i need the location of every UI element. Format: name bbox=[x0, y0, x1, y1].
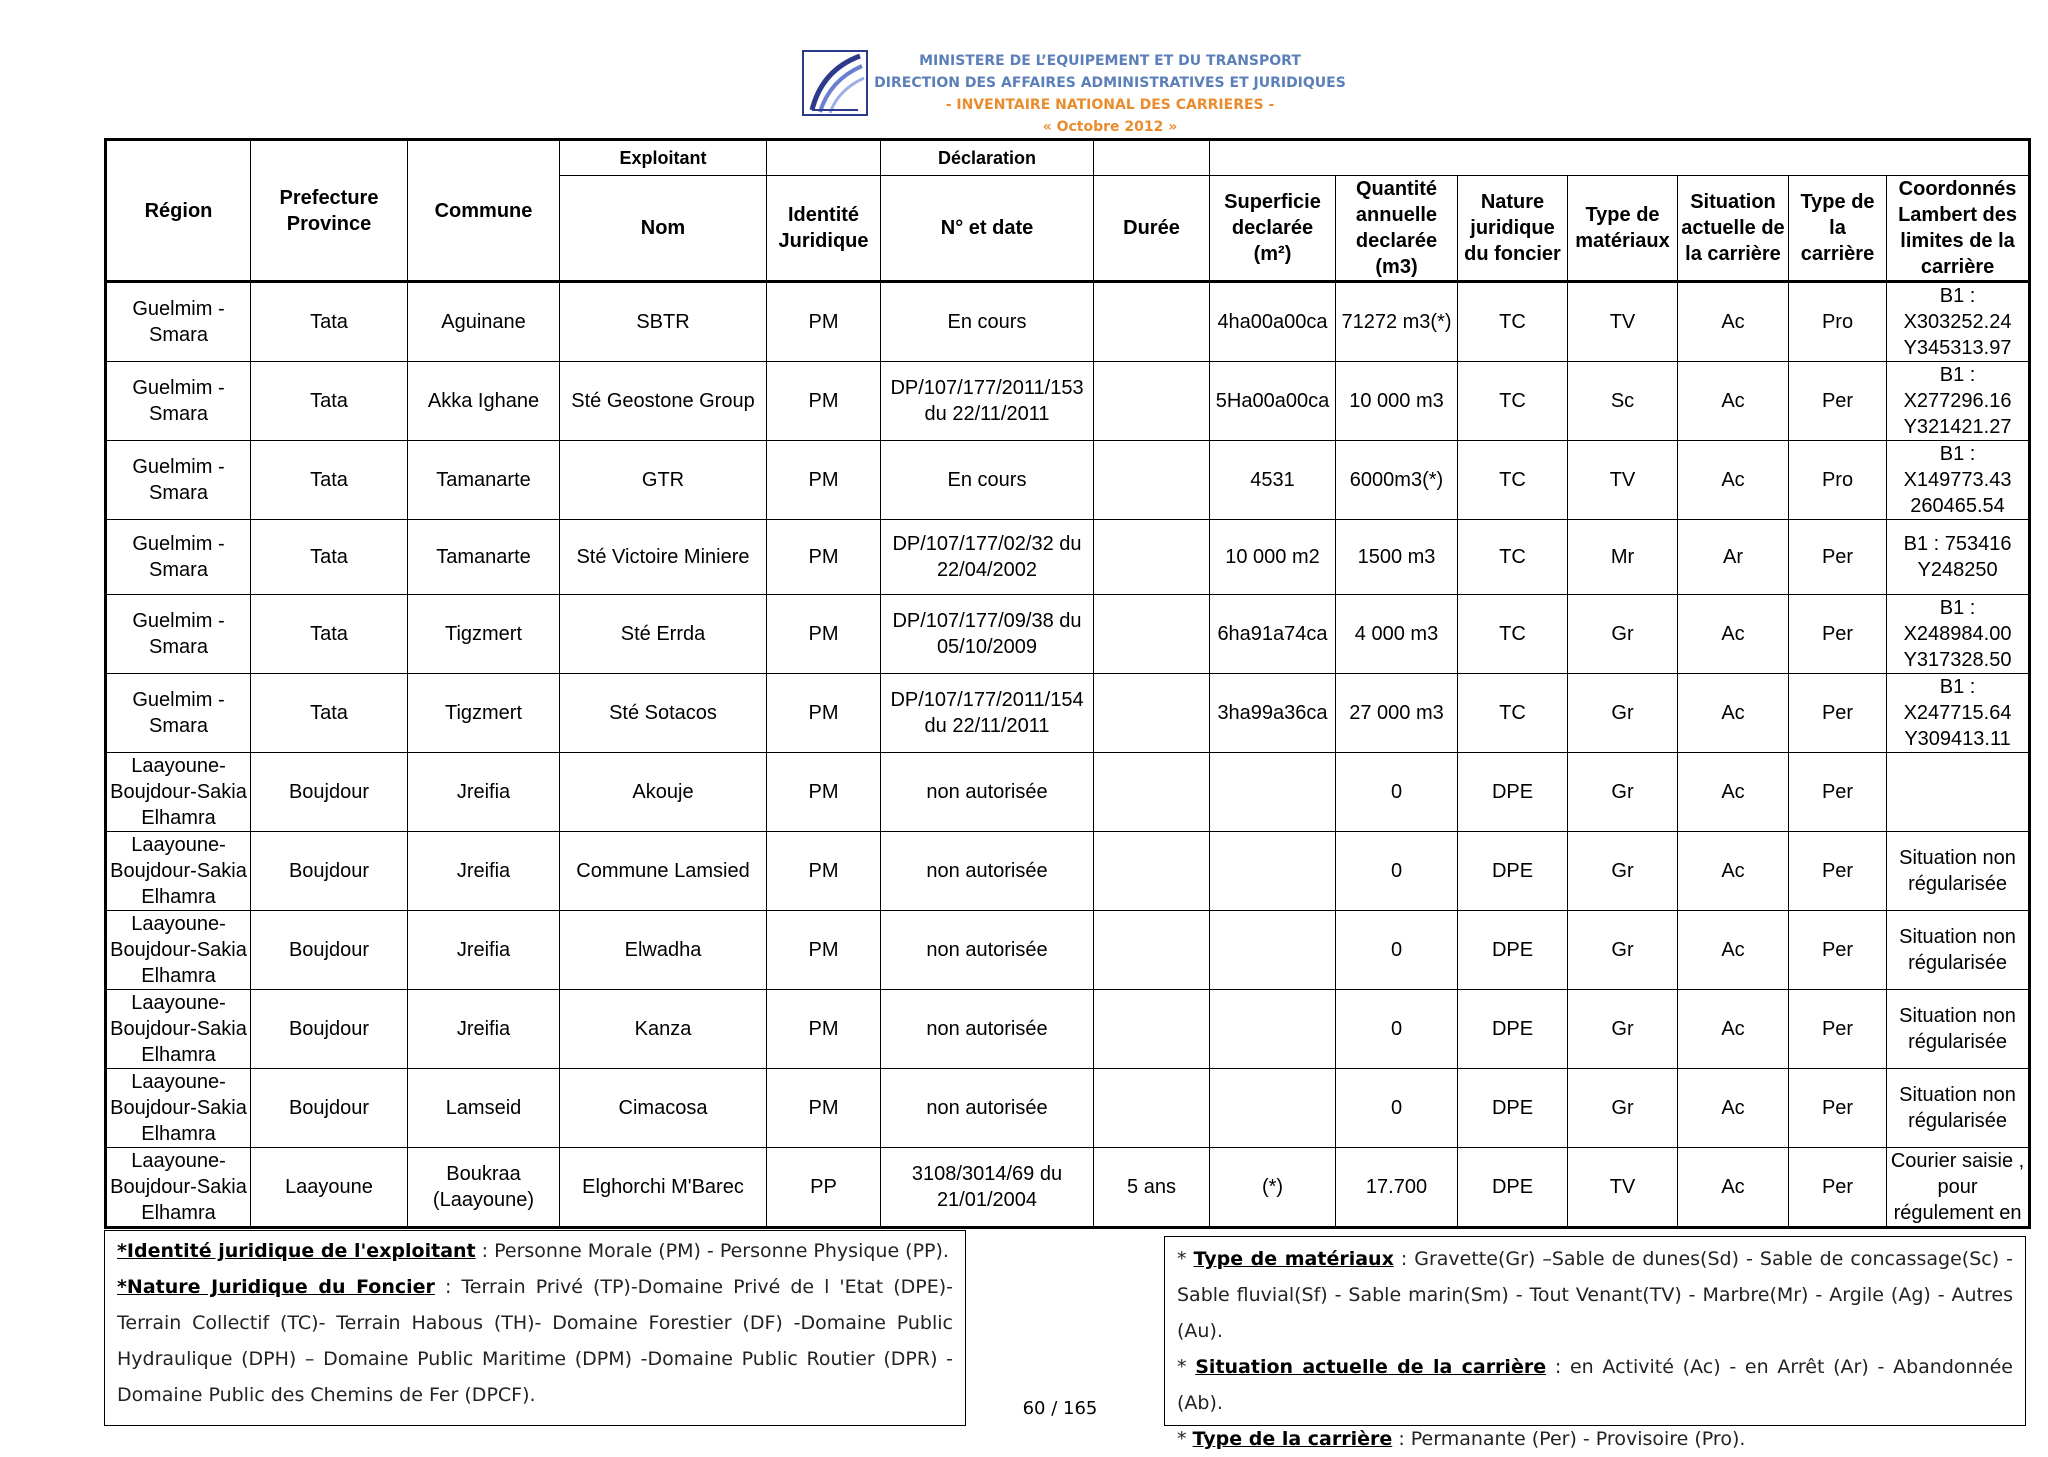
cell-identite: PM bbox=[767, 832, 881, 911]
cell-region: Guelmim - Smara bbox=[106, 674, 251, 753]
cell-declaration: En cours bbox=[881, 282, 1094, 362]
cell-situation: Ac bbox=[1678, 282, 1789, 362]
cell-identite: PP bbox=[767, 1148, 881, 1228]
cell-province: Boujdour bbox=[251, 753, 408, 832]
cell-materiaux: Gr bbox=[1568, 1069, 1678, 1148]
group-header-declaration: Déclaration bbox=[881, 140, 1094, 176]
legend-type-materiaux bbox=[1177, 1241, 2013, 1349]
cell-situation: Ac bbox=[1678, 595, 1789, 674]
cell-commune: Tigzmert bbox=[408, 674, 560, 753]
cell-nom: SBTR bbox=[560, 282, 767, 362]
legend-bullet: * bbox=[1177, 1356, 1196, 1378]
cell-region: Laayoune-Boujdour-Sakia Elhamra bbox=[106, 1069, 251, 1148]
document-header bbox=[0, 48, 2048, 140]
legend-key-nature: *Nature Juridique du Foncier bbox=[117, 1276, 435, 1298]
cell-superficie: 4531 bbox=[1210, 441, 1336, 520]
cell-nom: Cimacosa bbox=[560, 1069, 767, 1148]
header-text-block bbox=[860, 50, 1360, 138]
cell-commune: Jreifia bbox=[408, 911, 560, 990]
col-header-commune: Commune bbox=[408, 140, 560, 282]
cell-coordonnees: B1 : X277296.16 Y321421.27 bbox=[1887, 362, 2030, 441]
cell-materiaux: Gr bbox=[1568, 674, 1678, 753]
cell-region: Laayoune-Boujdour-Sakia Elhamra bbox=[106, 911, 251, 990]
cell-province: Boujdour bbox=[251, 832, 408, 911]
cell-duree bbox=[1094, 520, 1210, 595]
ministry-logo-icon bbox=[802, 50, 868, 116]
cell-commune: Tigzmert bbox=[408, 595, 560, 674]
cell-region: Laayoune-Boujdour-Sakia Elhamra bbox=[106, 1148, 251, 1228]
cell-region: Guelmim - Smara bbox=[106, 595, 251, 674]
cell-superficie bbox=[1210, 911, 1336, 990]
cell-situation: Ac bbox=[1678, 441, 1789, 520]
cell-identite: PM bbox=[767, 674, 881, 753]
cell-province: Boujdour bbox=[251, 911, 408, 990]
cell-nature: TC bbox=[1458, 674, 1568, 753]
col-header-type-carriere: Type de la carrière bbox=[1789, 176, 1887, 282]
cell-duree: 5 ans bbox=[1094, 1148, 1210, 1228]
cell-commune: Tamanarte bbox=[408, 441, 560, 520]
legend-key-situation: Situation actuelle de la carrière bbox=[1195, 1356, 1547, 1378]
cell-declaration: DP/107/177/2011/153 du 22/11/2011 bbox=[881, 362, 1094, 441]
cell-duree bbox=[1094, 1069, 1210, 1148]
cell-quantite: 71272 m3(*) bbox=[1336, 282, 1458, 362]
cell-commune: Boukraa (Laayoune) bbox=[408, 1148, 560, 1228]
table-row bbox=[106, 674, 2030, 753]
group-header-empty-2 bbox=[1094, 140, 1210, 176]
col-header-region: Région bbox=[106, 140, 251, 282]
cell-duree bbox=[1094, 674, 1210, 753]
cell-identite: PM bbox=[767, 362, 881, 441]
cell-quantite: 0 bbox=[1336, 911, 1458, 990]
cell-situation: Ac bbox=[1678, 911, 1789, 990]
col-header-quantite: Quantité annuelle declarée (m3) bbox=[1336, 176, 1458, 282]
legend-bullet: * bbox=[1177, 1428, 1193, 1450]
cell-quantite: 0 bbox=[1336, 753, 1458, 832]
cell-duree bbox=[1094, 911, 1210, 990]
cell-province: Tata bbox=[251, 441, 408, 520]
legend-text-situation: : en Activité (Ac) - en Arrêt (Ar) - Abandonnée (Ab). bbox=[1177, 1356, 2013, 1414]
col-header-declaration: N° et date bbox=[881, 176, 1094, 282]
cell-declaration: non autorisée bbox=[881, 990, 1094, 1069]
cell-situation: Ac bbox=[1678, 990, 1789, 1069]
cell-nature: TC bbox=[1458, 595, 1568, 674]
legend-text-type-materiaux: : Gravette(Gr) –Sable de dunes(Sd) - Sable de concassage(Sc) - Sable fluvial(Sf) - Sable marin(Sm) - Tout Venant(TV) - Marbre(Mr) - Argile (Ag) - Autres (Au). bbox=[1177, 1248, 2013, 1342]
cell-situation: Ac bbox=[1678, 753, 1789, 832]
cell-coordonnees: Situation non régularisée bbox=[1887, 911, 2030, 990]
cell-coordonnees: B1 : X248984.00 Y317328.50 bbox=[1887, 595, 2030, 674]
cell-identite: PM bbox=[767, 753, 881, 832]
cell-situation: Ac bbox=[1678, 832, 1789, 911]
group-header-empty-3 bbox=[1210, 140, 2030, 176]
cell-region: Laayoune-Boujdour-Sakia Elhamra bbox=[106, 990, 251, 1069]
cell-quantite: 0 bbox=[1336, 832, 1458, 911]
col-header-duree: Durée bbox=[1094, 176, 1210, 282]
cell-materiaux: Sc bbox=[1568, 362, 1678, 441]
cell-superficie: 3ha99a36ca bbox=[1210, 674, 1336, 753]
cell-materiaux: TV bbox=[1568, 441, 1678, 520]
cell-type: Per bbox=[1789, 1069, 1887, 1148]
table-row bbox=[106, 1148, 2030, 1228]
legend-key-identite: *Identité juridique de l'exploitant bbox=[117, 1240, 476, 1262]
cell-region: Guelmim - Smara bbox=[106, 441, 251, 520]
col-header-coordonnees: Coordonnés Lambert des limites de la carrière bbox=[1887, 176, 2030, 282]
legend-situation bbox=[1177, 1349, 2013, 1421]
cell-nature: TC bbox=[1458, 362, 1568, 441]
cell-nature: DPE bbox=[1458, 753, 1568, 832]
cell-duree bbox=[1094, 595, 1210, 674]
cell-materiaux: Mr bbox=[1568, 520, 1678, 595]
cell-superficie bbox=[1210, 832, 1336, 911]
cell-type: Pro bbox=[1789, 282, 1887, 362]
cell-province: Laayoune bbox=[251, 1148, 408, 1228]
legend-bullet: * bbox=[1177, 1248, 1194, 1270]
cell-superficie bbox=[1210, 753, 1336, 832]
cell-commune: Lamseid bbox=[408, 1069, 560, 1148]
cell-nature: TC bbox=[1458, 520, 1568, 595]
cell-nom: Kanza bbox=[560, 990, 767, 1069]
cell-materiaux: TV bbox=[1568, 282, 1678, 362]
col-header-situation: Situation actuelle de la carrière bbox=[1678, 176, 1789, 282]
cell-commune: Jreifia bbox=[408, 990, 560, 1069]
cell-declaration: non autorisée bbox=[881, 1069, 1094, 1148]
cell-declaration: non autorisée bbox=[881, 832, 1094, 911]
cell-materiaux: Gr bbox=[1568, 990, 1678, 1069]
cell-superficie: (*) bbox=[1210, 1148, 1336, 1228]
table-group-header-row bbox=[106, 140, 2030, 176]
cell-quantite: 1500 m3 bbox=[1336, 520, 1458, 595]
group-header-empty-1 bbox=[767, 140, 881, 176]
inventory-title: - INVENTAIRE NATIONAL DES CARRIERES - bbox=[945, 97, 1275, 113]
cell-nom: Elghorchi M'Barec bbox=[560, 1148, 767, 1228]
cell-type: Per bbox=[1789, 674, 1887, 753]
col-header-type-materiaux: Type de matériaux bbox=[1568, 176, 1678, 282]
table-row bbox=[106, 595, 2030, 674]
legend-identite bbox=[117, 1233, 953, 1269]
cell-type: Per bbox=[1789, 911, 1887, 990]
cell-nature: TC bbox=[1458, 282, 1568, 362]
cell-situation: Ac bbox=[1678, 1148, 1789, 1228]
cell-coordonnees: B1 : X149773.43 260465.54 bbox=[1887, 441, 2030, 520]
cell-duree bbox=[1094, 990, 1210, 1069]
cell-materiaux: Gr bbox=[1568, 832, 1678, 911]
cell-duree bbox=[1094, 832, 1210, 911]
cell-duree bbox=[1094, 753, 1210, 832]
cell-superficie: 4ha00a00ca bbox=[1210, 282, 1336, 362]
cell-province: Tata bbox=[251, 520, 408, 595]
cell-province: Tata bbox=[251, 674, 408, 753]
legend-right-box bbox=[1164, 1236, 2026, 1450]
cell-nature: DPE bbox=[1458, 832, 1568, 911]
cell-province: Tata bbox=[251, 595, 408, 674]
quarry-inventory-table bbox=[104, 138, 2031, 1229]
table-row bbox=[106, 362, 2030, 441]
cell-quantite: 6000m3(*) bbox=[1336, 441, 1458, 520]
col-header-nom: Nom bbox=[560, 176, 767, 282]
cell-coordonnees: Situation non régularisée bbox=[1887, 832, 2030, 911]
cell-nature: DPE bbox=[1458, 1069, 1568, 1148]
cell-identite: PM bbox=[767, 595, 881, 674]
inventory-date: « Octobre 2012 » bbox=[1042, 119, 1178, 135]
direction-title: DIRECTION DES AFFAIRES ADMINISTRATIVES ET JURIDIQUES bbox=[874, 75, 1346, 91]
cell-coordonnees: B1 : X303252.24 Y345313.97 bbox=[1887, 282, 2030, 362]
legend-text-nature: : Terrain Privé (TP)-Domaine Privé de l 'Etat (DPE)- Terrain Collectif (TC)- Terrain Habous (TH)- Domaine Forestier (DF) -Domaine Public Hydraulique (DPH) – Domaine Public Maritime (DPM) -Domaine Public Routier (DPR) - Domaine Public des Chemins de Fer (DPCF). bbox=[117, 1276, 954, 1406]
cell-nature: DPE bbox=[1458, 990, 1568, 1069]
table-row bbox=[106, 520, 2030, 595]
group-header-exploitant: Exploitant bbox=[560, 140, 767, 176]
table-row bbox=[106, 753, 2030, 832]
cell-coordonnees bbox=[1887, 753, 2030, 832]
cell-nature: DPE bbox=[1458, 911, 1568, 990]
cell-materiaux: Gr bbox=[1568, 595, 1678, 674]
cell-nom: Sté Victoire Miniere bbox=[560, 520, 767, 595]
cell-identite: PM bbox=[767, 1069, 881, 1148]
cell-type: Per bbox=[1789, 362, 1887, 441]
table-body bbox=[106, 282, 2030, 1228]
cell-type: Per bbox=[1789, 753, 1887, 832]
cell-nom: Sté Errda bbox=[560, 595, 767, 674]
cell-nom: Akouje bbox=[560, 753, 767, 832]
col-header-nature: Nature juridique du foncier bbox=[1458, 176, 1568, 282]
cell-type: Per bbox=[1789, 832, 1887, 911]
legend-key-type-materiaux: Type de matériaux bbox=[1193, 1248, 1394, 1270]
cell-situation: Ac bbox=[1678, 674, 1789, 753]
cell-nom: Sté Geostone Group bbox=[560, 362, 767, 441]
cell-identite: PM bbox=[767, 520, 881, 595]
cell-identite: PM bbox=[767, 990, 881, 1069]
col-header-superficie: Superficie declarée (m²) bbox=[1210, 176, 1336, 282]
cell-quantite: 0 bbox=[1336, 1069, 1458, 1148]
cell-region: Guelmim - Smara bbox=[106, 520, 251, 595]
cell-quantite: 17.700 bbox=[1336, 1148, 1458, 1228]
cell-declaration: DP/107/177/09/38 du 05/10/2009 bbox=[881, 595, 1094, 674]
legend-text-identite: : Personne Morale (PM) - Personne Physique (PP). bbox=[475, 1240, 949, 1262]
cell-declaration: non autorisée bbox=[881, 753, 1094, 832]
cell-province: Boujdour bbox=[251, 1069, 408, 1148]
cell-quantite: 10 000 m3 bbox=[1336, 362, 1458, 441]
legend-type-carriere bbox=[1177, 1421, 2013, 1457]
cell-superficie: 10 000 m2 bbox=[1210, 520, 1336, 595]
cell-identite: PM bbox=[767, 282, 881, 362]
cell-quantite: 27 000 m3 bbox=[1336, 674, 1458, 753]
cell-superficie bbox=[1210, 990, 1336, 1069]
table-row bbox=[106, 990, 2030, 1069]
cell-quantite: 4 000 m3 bbox=[1336, 595, 1458, 674]
col-header-province: Prefecture Province bbox=[251, 140, 408, 282]
cell-nature: DPE bbox=[1458, 1148, 1568, 1228]
cell-duree bbox=[1094, 282, 1210, 362]
cell-coordonnees: B1 : X247715.64 Y309413.11 bbox=[1887, 674, 2030, 753]
cell-type: Pro bbox=[1789, 441, 1887, 520]
cell-coordonnees: B1 : 753416 Y248250 bbox=[1887, 520, 2030, 595]
cell-nature: TC bbox=[1458, 441, 1568, 520]
cell-materiaux: TV bbox=[1568, 1148, 1678, 1228]
cell-declaration: 3108/3014/69 du 21/01/2004 bbox=[881, 1148, 1094, 1228]
cell-nom: Sté Sotacos bbox=[560, 674, 767, 753]
cell-superficie: 5Ha00a00ca bbox=[1210, 362, 1336, 441]
cell-duree bbox=[1094, 441, 1210, 520]
cell-declaration: DP/107/177/2011/154 du 22/11/2011 bbox=[881, 674, 1094, 753]
legend-nature bbox=[117, 1269, 953, 1413]
ministry-title: MINISTERE DE L’EQUIPEMENT ET DU TRANSPORT bbox=[919, 53, 1301, 69]
cell-situation: Ac bbox=[1678, 362, 1789, 441]
cell-commune: Jreifia bbox=[408, 832, 560, 911]
col-header-identite: Identité Juridique bbox=[767, 176, 881, 282]
cell-region: Laayoune-Boujdour-Sakia Elhamra bbox=[106, 832, 251, 911]
cell-coordonnees: Situation non régularisée bbox=[1887, 1069, 2030, 1148]
legend-left-box bbox=[104, 1230, 966, 1426]
page-number: 60 / 165 bbox=[1022, 1398, 1098, 1419]
table-row bbox=[106, 832, 2030, 911]
cell-province: Tata bbox=[251, 362, 408, 441]
cell-region: Guelmim - Smara bbox=[106, 282, 251, 362]
cell-duree bbox=[1094, 362, 1210, 441]
cell-nom: Elwadha bbox=[560, 911, 767, 990]
cell-superficie: 6ha91a74ca bbox=[1210, 595, 1336, 674]
cell-materiaux: Gr bbox=[1568, 753, 1678, 832]
cell-commune: Jreifia bbox=[408, 753, 560, 832]
cell-situation: Ac bbox=[1678, 1069, 1789, 1148]
legend-text-type-carriere: : Permanante (Per) - Provisoire (Pro). bbox=[1392, 1428, 1746, 1450]
table-row bbox=[106, 441, 2030, 520]
cell-coordonnees: Situation non régularisée bbox=[1887, 990, 2030, 1069]
cell-superficie bbox=[1210, 1069, 1336, 1148]
cell-materiaux: Gr bbox=[1568, 911, 1678, 990]
cell-situation: Ar bbox=[1678, 520, 1789, 595]
cell-type: Per bbox=[1789, 595, 1887, 674]
cell-type: Per bbox=[1789, 520, 1887, 595]
cell-declaration: non autorisée bbox=[881, 911, 1094, 990]
cell-region: Laayoune-Boujdour-Sakia Elhamra bbox=[106, 753, 251, 832]
table-row bbox=[106, 282, 2030, 362]
cell-commune: Akka Ighane bbox=[408, 362, 560, 441]
cell-region: Guelmim - Smara bbox=[106, 362, 251, 441]
legend-key-type-carriere: Type de la carrière bbox=[1192, 1428, 1393, 1450]
cell-type: Per bbox=[1789, 990, 1887, 1069]
cell-nom: Commune Lamsied bbox=[560, 832, 767, 911]
cell-nom: GTR bbox=[560, 441, 767, 520]
table-row bbox=[106, 911, 2030, 990]
cell-declaration: DP/107/177/02/32 du 22/04/2002 bbox=[881, 520, 1094, 595]
cell-type: Per bbox=[1789, 1148, 1887, 1228]
cell-coordonnees: Courier saisie , pour régulement en bbox=[1887, 1148, 2030, 1228]
cell-province: Boujdour bbox=[251, 990, 408, 1069]
cell-commune: Aguinane bbox=[408, 282, 560, 362]
cell-identite: PM bbox=[767, 441, 881, 520]
cell-declaration: En cours bbox=[881, 441, 1094, 520]
cell-identite: PM bbox=[767, 911, 881, 990]
cell-province: Tata bbox=[251, 282, 408, 362]
table-row bbox=[106, 1069, 2030, 1148]
cell-commune: Tamanarte bbox=[408, 520, 560, 595]
cell-quantite: 0 bbox=[1336, 990, 1458, 1069]
